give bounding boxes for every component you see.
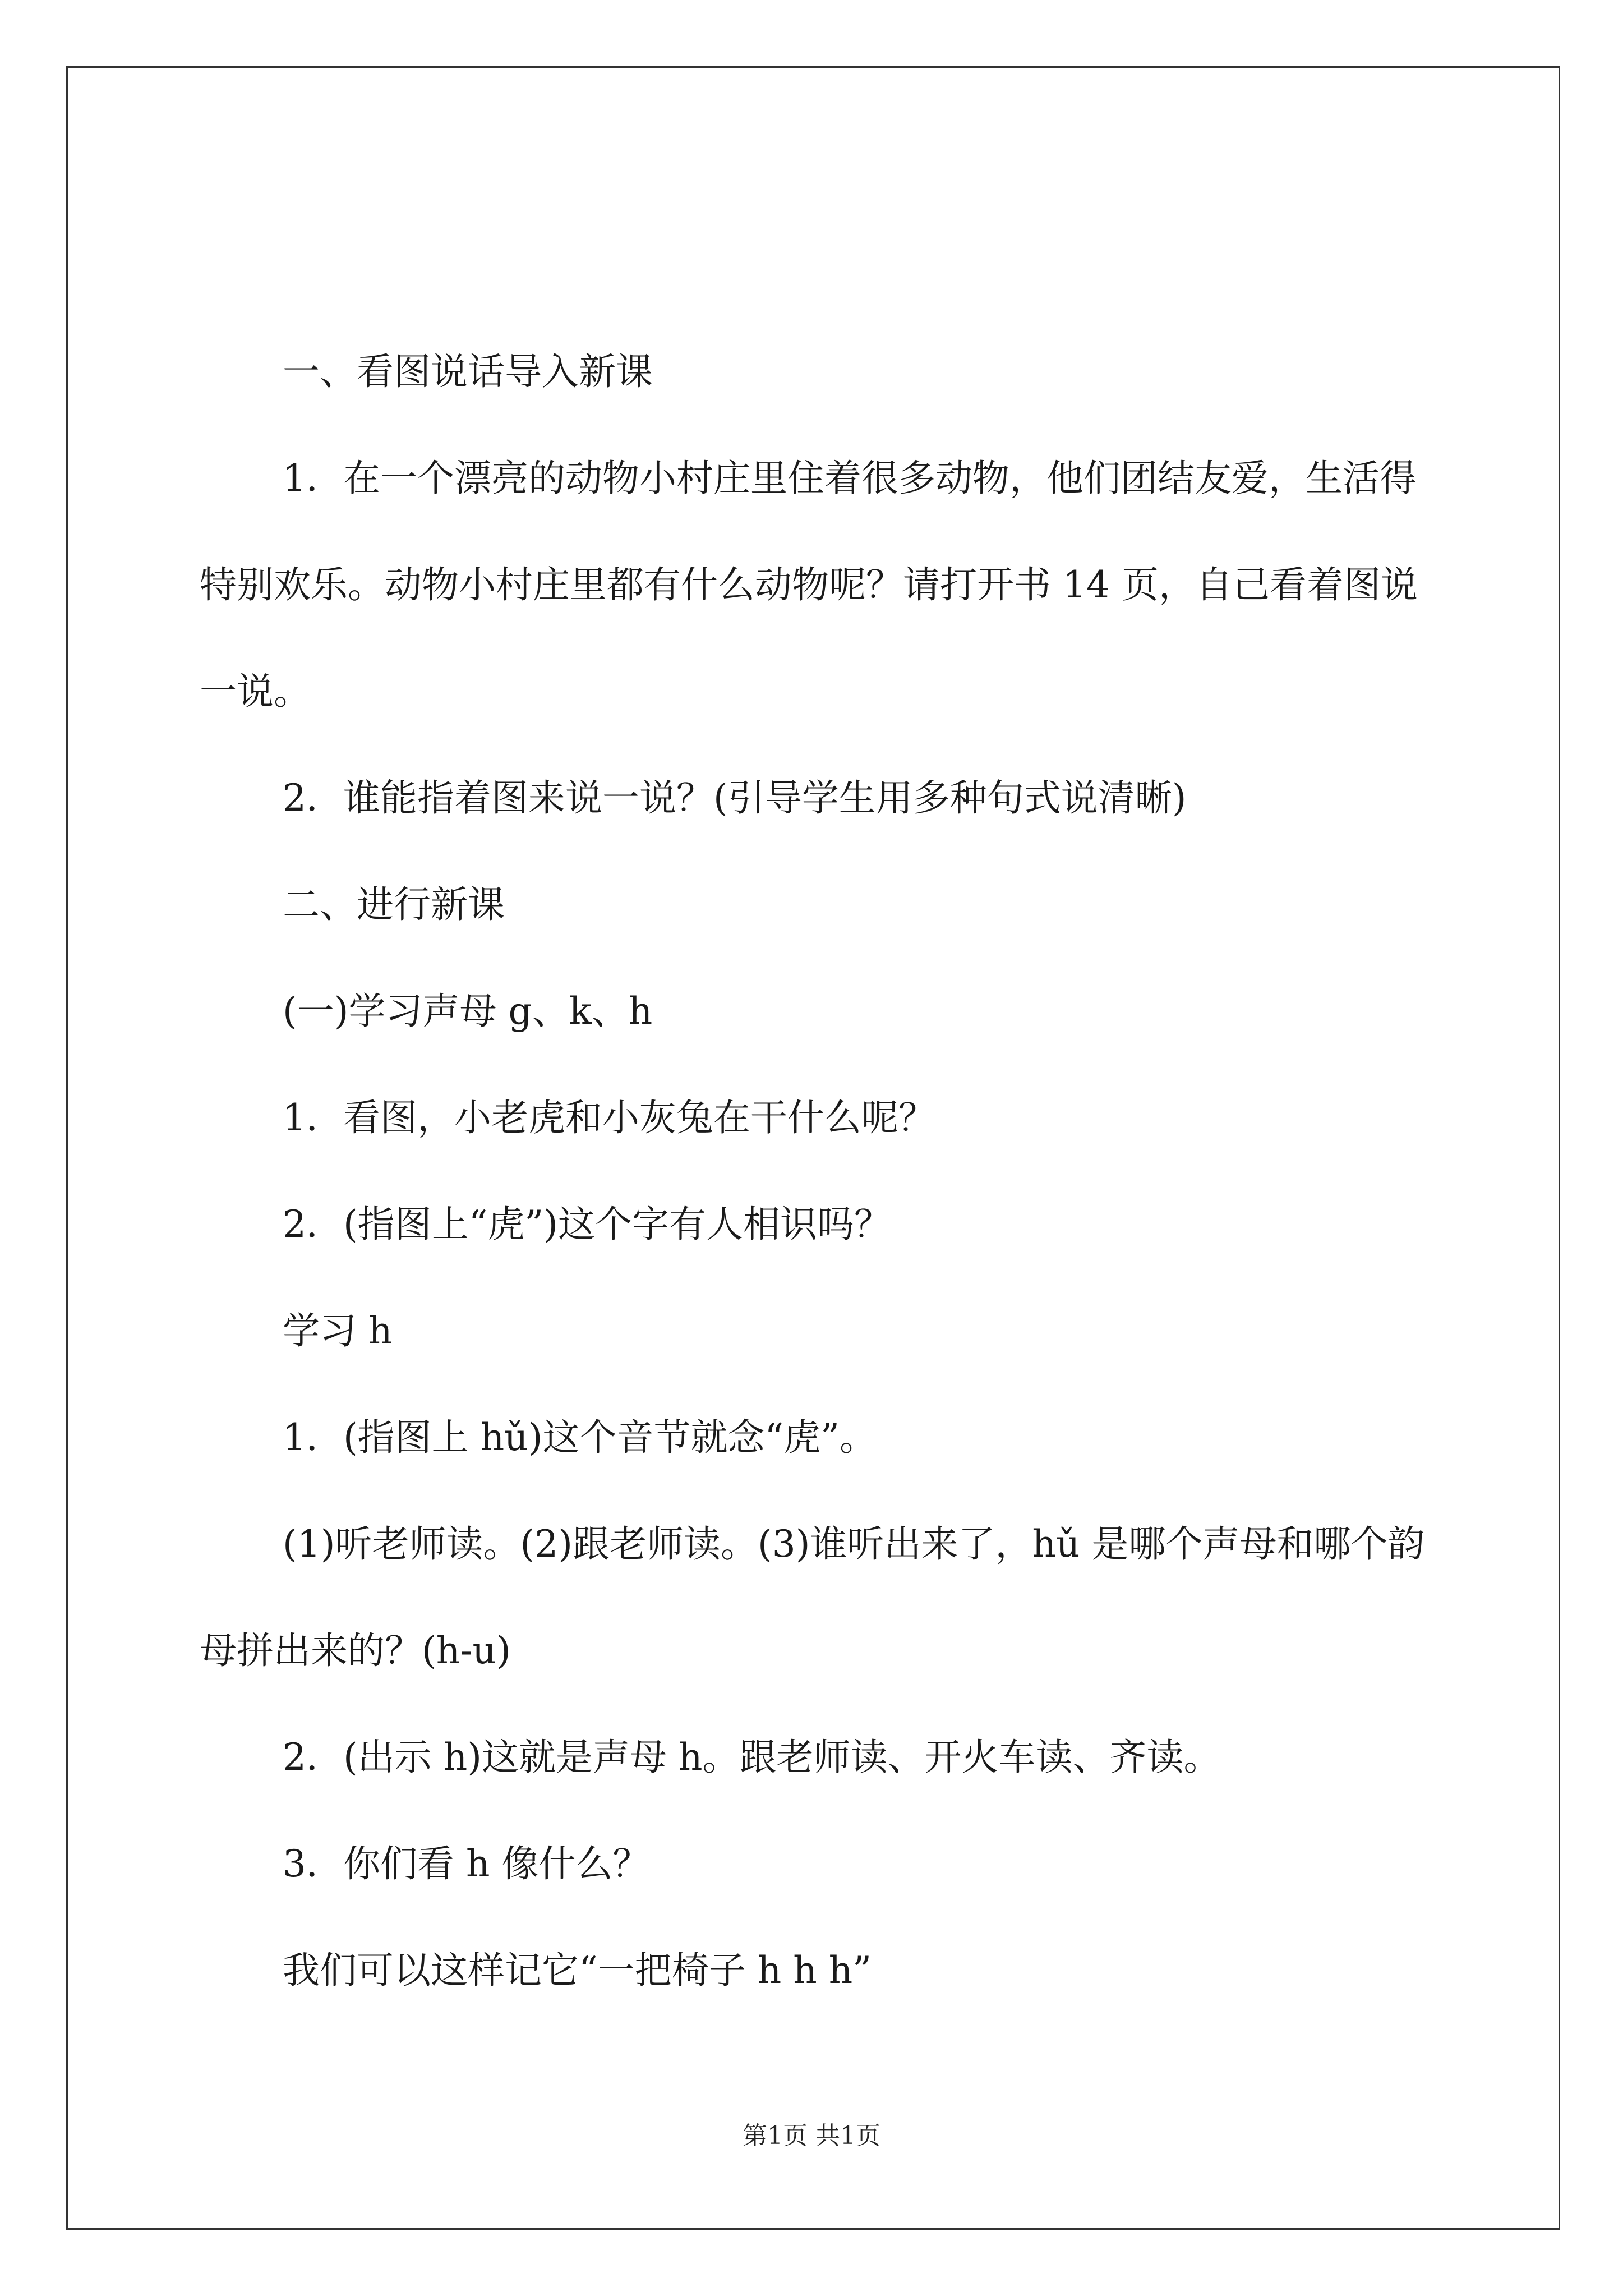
paragraph-7: (1)听老师读。(2)跟老师读。(3)谁听出来了，hǔ 是哪个声母和哪个韵母拼出来的？(h-u) [200,1522,1425,1672]
subsection-heading: (一)学习声母 g、k、h [283,990,653,1033]
document-body [200,319,1430,2024]
paragraph-5: 学习 h [283,1309,393,1352]
paragraph-4: 2．(指图上“虎”)这个字有人相识吗？ [283,1203,891,1246]
page-number-footer: 第1页 共1页 [743,2122,880,2150]
paragraph-1: 1．在一个漂亮的动物小村庄里住着很多动物，他们团结友爱，生活得特别欢乐。动物小村庄里都有什么动物呢？请打开书 14 页，自己看着图说一说。 [200,457,1418,713]
section-heading-2: 二、进行新课 [283,883,505,926]
paragraph-8: 2．(出示 h)这就是声母 h。跟老师读、开火车读、齐读。 [283,1736,1221,1779]
paragraph-9: 3．你们看 h 像什么？ [283,1842,650,1885]
paragraph-6: 1．(指图上 hǔ)这个音节就念“虎”。 [283,1416,877,1459]
section-heading-1: 一、看图说话导入新课 [283,350,653,393]
paragraph-3: 1．看图，小老虎和小灰兔在干什么呢？ [283,1096,935,1139]
paragraph-2: 2．谁能指着图来说一说？(引导学生用多种句式说清晰) [283,776,1187,820]
paragraph-10: 我们可以这样记它“一把椅子 h h h” [283,1949,872,1992]
